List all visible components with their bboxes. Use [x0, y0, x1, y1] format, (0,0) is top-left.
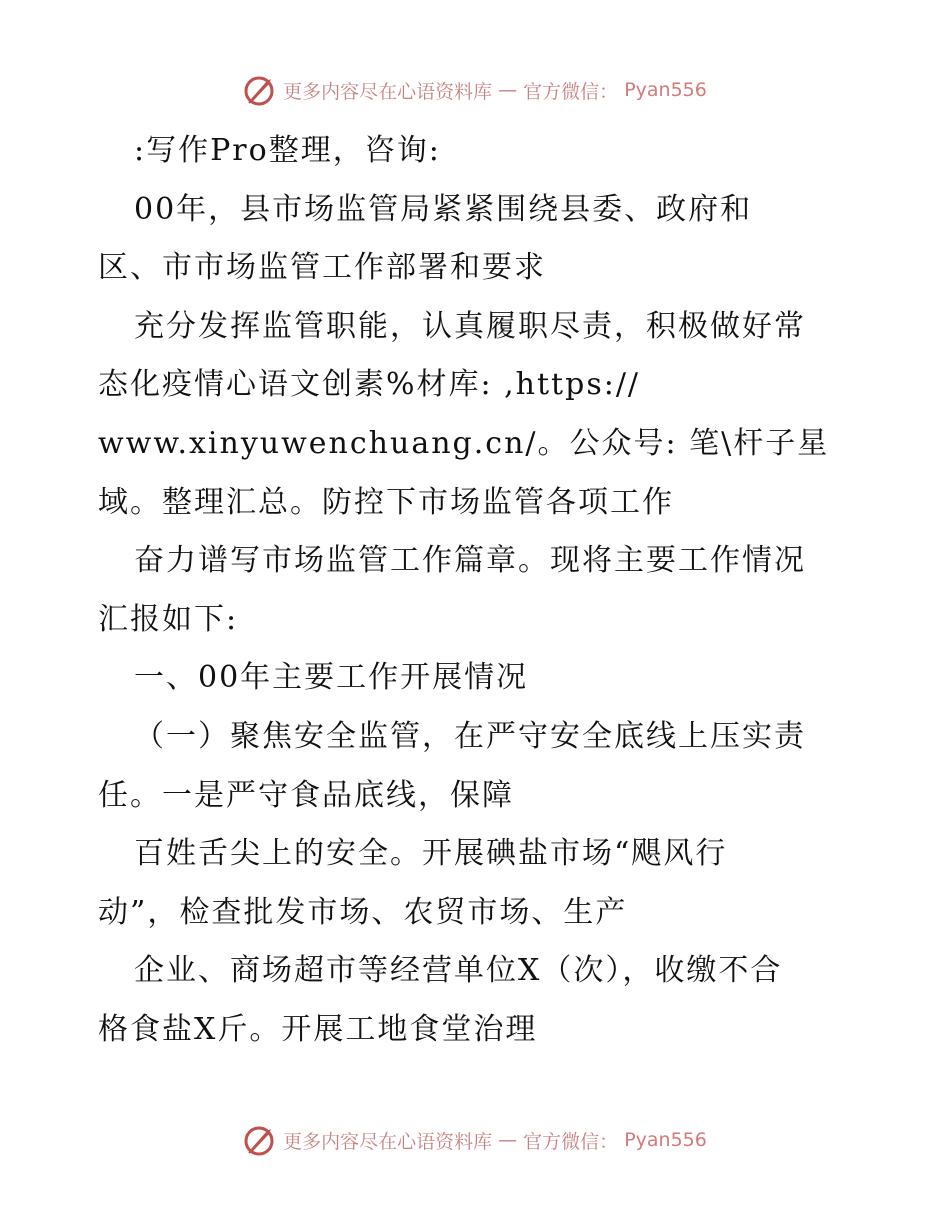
text-line: 奋力谱写市场监管工作篇章。现将主要工作情况 [134, 543, 806, 579]
section-heading: 一、00年主要工作开展情况 [134, 660, 529, 696]
footer-watermark [0, 1120, 950, 1160]
subsection-heading: （一）聚焦安全监管，在严守安全底线上压实责 [134, 718, 806, 754]
quill-pen-circle-icon [243, 73, 277, 107]
watermark-contact-label: 官方微信： [523, 80, 619, 103]
text-line: 百姓舌尖上的安全。开展碘盐市场“飓风行 [134, 836, 728, 872]
text-line: 动”，检查批发市场、农贸市场、生产 [98, 894, 628, 930]
text-line: 格食盐X斤。开展工地食堂治理 [98, 1011, 538, 1047]
text-line: :写作Pro整理，咨询: [134, 133, 441, 168]
header-watermark [0, 70, 950, 110]
watermark-separator: — [498, 1129, 518, 1151]
document-body [98, 122, 868, 1060]
watermark-text: 更多内容尽在心语资料库 [283, 1130, 493, 1153]
text-line: 企业、商场超市等经营单位X（次），收缴不合 [134, 953, 783, 989]
text-line: 域。整理汇总。防控下市场监管各项工作 [98, 484, 674, 520]
watermark-handle: Pyan556 [624, 1129, 707, 1151]
watermark-text: 更多内容尽在心语资料库 [283, 80, 493, 103]
text-line: 任。一是严守食品底线，保障 [98, 777, 514, 813]
watermark-contact-label: 官方微信： [523, 1130, 619, 1153]
text-line: www.xinyuwenchuang.cn/。公众号: 笔\杆子星 [98, 425, 830, 461]
text-line: 00年，县市场监管局紧紧围绕县委、政府和 [134, 191, 753, 227]
watermark-separator: — [498, 79, 518, 101]
text-line: 态化疫情心语文创素%材库: ,https:// [98, 367, 641, 403]
text-line: 区、市市场监管工作部署和要求 [98, 250, 546, 286]
text-line: 汇报如下: [98, 601, 239, 637]
quill-pen-circle-icon [243, 1123, 277, 1157]
watermark-handle: Pyan556 [624, 79, 707, 101]
text-line: 充分发挥监管职能，认真履职尽责，积极做好常 [134, 308, 806, 344]
